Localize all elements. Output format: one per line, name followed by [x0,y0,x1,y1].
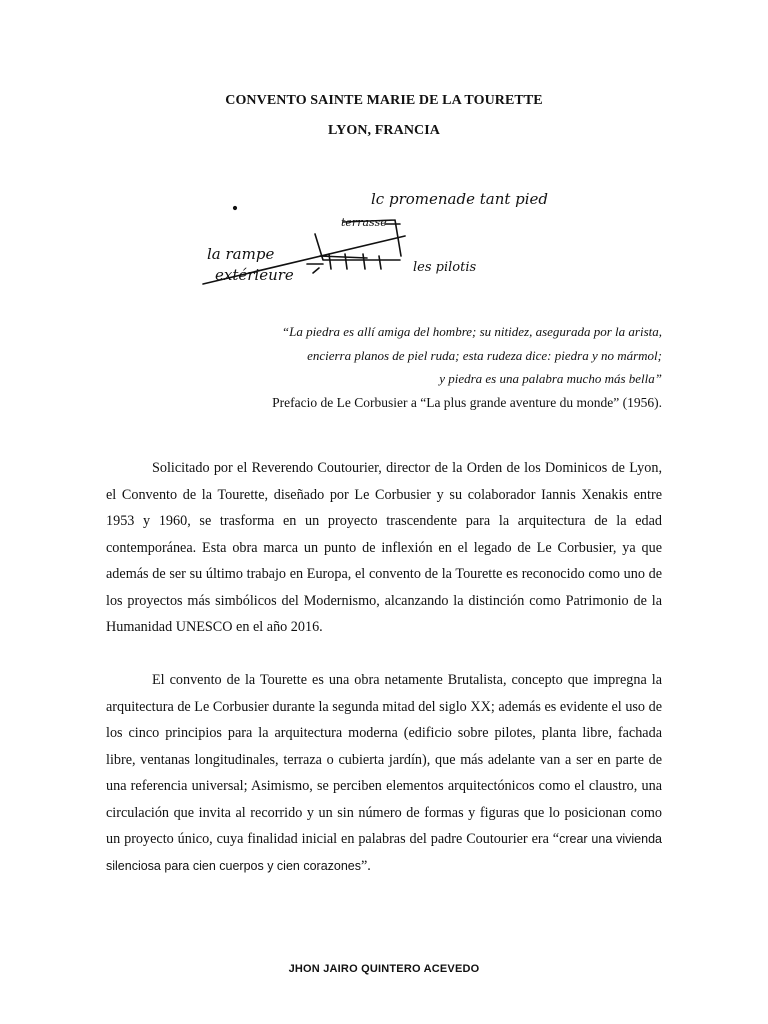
document-subtitle: LYON, FRANCIA [327,123,440,138]
sketch-annotation: la rampe [207,245,275,263]
sketch-annotation: lc promenade tant pied [371,190,549,208]
sketch-annotation: terrasse [341,216,387,229]
body-paragraph-2 [106,667,662,879]
quote-line: “La piedra es allí amiga del hombre; su nitidez, asegurada por la arista, [281,324,662,339]
sketch-annotation: les pilotis [413,260,477,275]
paragraph-text: El convento de la Tourette es una obra netamente Brutalista, concepto que impregna la arquitectura de Le Corbusier durante la segunda mitad del siglo XX; además es evidente el uso de los cinco principios para la arquitectura moderna (edificio sobre pilotes, planta libre, fachada libre, ventanas longitudinales, terraza o cubierta jardín), que más adelante van a ser en parte de una referencia universal; Asimismo, se perciben elementos arquitectónicos como el claustro, una circulación que invita al recorrido y un sin número de formas y figuras que lo posicionan como un proyecto único, cuya finalidad inicial en palabras del padre Coutourier era “ [106,672,662,847]
quote-attribution: Prefacio de Le Corbusier a “La plus grande aventure du monde” (1956). [272,394,662,410]
quote-line: y piedra es una palabra mucho más bella” [439,371,662,386]
quote-line: encierra planos de piel ruda; esta rudeza dice: piedra y no mármol; [307,347,662,363]
epigraph-quote [272,320,662,415]
paragraph-closing: ”. [361,857,371,874]
sketch-annotation: extérieure [215,266,294,284]
body-paragraph-1: Solicitado por el Reverendo Coutourier, director de la Orden de los Dominicos de Lyon, el Convento de la Tourette, diseñado por Le Corbusier y su colaborador Iannis Xenakis entre 1953 y 1960, se trasforma en un proyecto trascendente para la arquitectura de la edad contemporánea. Esta obra marca un punto de inflexión en el legado de Le Corbusier, ya que además de ser su último trabajo en Europa, el convento de la Tourette es reconocido como uno de los proyectos más simbólicos del Modernismo, alcanzando la distinción como Patrimonio de la Humanidad UNESCO en el año 2016. [106,460,662,635]
document-title: CONVENTO SAINTE MARIE DE LA TOURETTE [225,93,543,108]
author-footer: JHON JAIRO QUINTERO ACEVEDO [288,963,480,975]
inline-quote: crear una vivienda silenciosa para cien cuerpos y cien corazones [106,832,662,873]
handwritten-sketch [195,176,585,294]
